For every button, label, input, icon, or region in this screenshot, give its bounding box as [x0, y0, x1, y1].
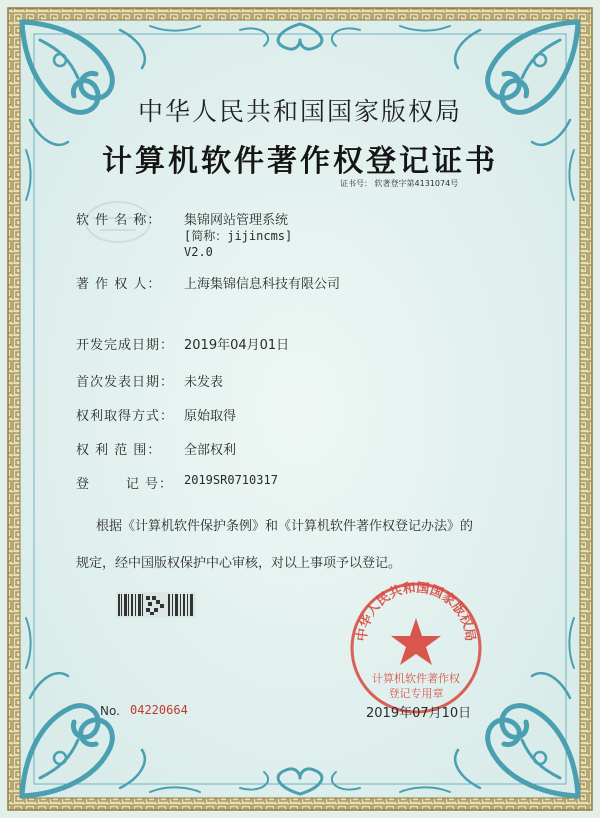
publication-date-value: 未发表 — [184, 375, 224, 390]
acquisition-method-value: 原始取得 — [184, 409, 237, 424]
registration-number-value: 2019SR0710317 — [184, 473, 278, 487]
publication-date-label: 首次发表日期： — [76, 375, 175, 390]
certificate-number — [340, 178, 458, 189]
acquisition-method-label: 权利取得方式： — [76, 409, 175, 424]
certificate-number-label: 证书号： — [340, 179, 372, 188]
serial-label: No. — [100, 704, 120, 718]
certificate-title: 计算机软件著作权登记证书 — [102, 144, 498, 179]
copyright-owner-value: 上海集锦信息科技有限公司 — [184, 277, 341, 292]
seal-ring-text: 中华人民共和国国家版权局 — [354, 580, 478, 643]
completion-date-label: 开发完成日期： — [76, 338, 175, 353]
barcode — [116, 592, 196, 618]
rights-scope-label: 权 利 范 围： — [76, 443, 162, 458]
rights-scope-value: 全部权利 — [184, 443, 237, 458]
issuer-title: 中华人民共和国国家版权局 — [137, 97, 462, 126]
software-name-label: 软 件 名 称： — [76, 213, 162, 228]
software-version: V2.0 — [184, 245, 213, 259]
copyright-owner-label: 著 作 权 人： — [76, 277, 162, 292]
registration-number-label: 登 记 号： — [76, 477, 174, 492]
statement-line-2: 规定，经中国版权保护中心审核，对以上事项予以登记。 — [76, 556, 402, 571]
official-seal — [346, 578, 486, 718]
software-name-value: 集锦网站管理系统 — [184, 213, 289, 228]
issue-date: 2019年07月10日 — [366, 706, 472, 721]
serial-number: 04220664 — [130, 703, 188, 717]
software-short-name: [简称：jijincms] — [184, 229, 293, 243]
statement-line-1: 根据《计算机软件保护条例》和《计算机软件著作权登记办法》的 — [96, 519, 474, 534]
completion-date-value: 2019年04月01日 — [184, 338, 290, 353]
seal-center-line-1: 计算机软件著作权 — [372, 672, 460, 685]
seal-star-icon — [391, 618, 441, 665]
seal-center-line-2: 登记专用章 — [388, 687, 444, 700]
certificate-number-value: 软著登字第4131074号 — [374, 179, 459, 188]
